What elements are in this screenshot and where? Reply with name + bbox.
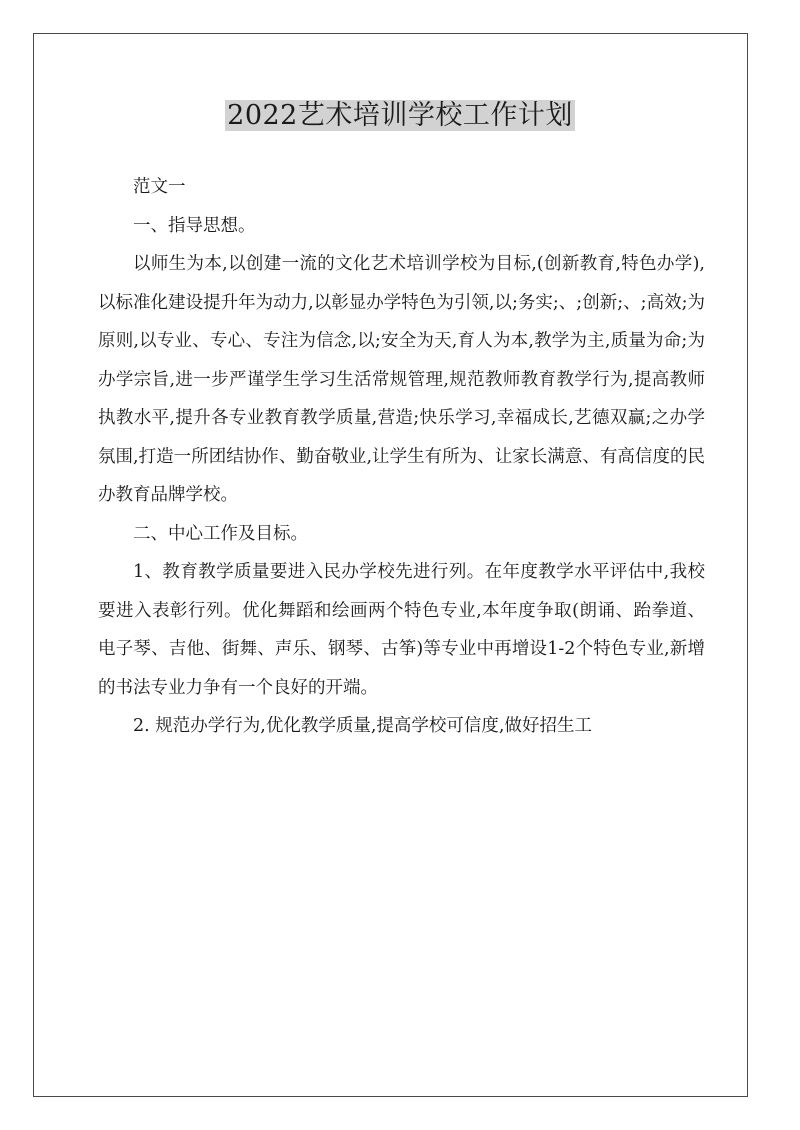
paragraph-guiding-ideology: 以师生为本,以创建一流的文化艺术培训学校为目标,(创新教育,特色办学),以标准化建设提升年为动力,以彰显办学特色为引领,以;务实;、;创新;、;高效;为原则,以专业、专心、专注为信念,以;安全为天,育人为本,教学为主,质量为命;为办学宗旨,进一步严谨学生学习生活常规管理,规范教师教育教学行为,提高教师执教水平,提升各专业教育教学质量,营造;快乐学习,幸福成长,艺德双赢;之办学氛围,打造一所团结协作、勤奋敬业,让学生有所为、让家长满意、有高信度的民办教育品牌学校。 — [98, 254, 705, 505]
document-title-text: 2022艺术培训学校工作计划 — [227, 100, 573, 131]
paragraph-heading-guiding-ideology: 一、指导思想。 — [133, 215, 256, 236]
document-title — [0, 96, 800, 136]
paragraph-goal-1: 1、教育教学质量要进入民办学校先进行列。在年度教学水平评估中,我校要进入表彰行列。优化舞蹈和绘画两个特色专业,本年度争取(朗诵、跆拳道、电子琴、吉他、街舞、声乐、钢琴、古筝)等专业中再增设1-2个特色专业,新增的书法专业力争有一个良好的开端。 — [98, 562, 705, 698]
paragraph-sample-label: 范文一 — [133, 177, 186, 197]
paragraph-heading-central-work: 二、中心工作及目标。 — [133, 523, 308, 544]
paragraph-goal-2: 2. 规范办学行为,优化教学质量,提高学校可信度,做好招生工 — [133, 716, 592, 736]
document-body — [98, 168, 705, 746]
